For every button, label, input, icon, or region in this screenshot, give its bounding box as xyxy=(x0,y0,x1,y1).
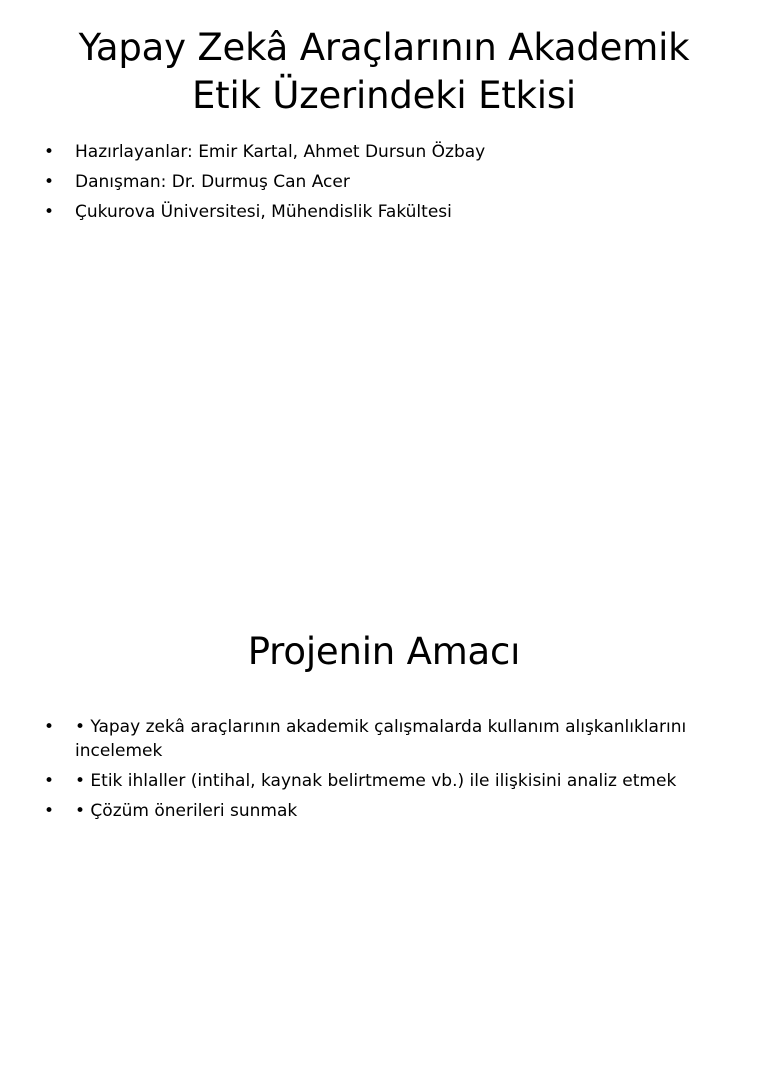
bullet-text: Çukurova Üniversitesi, Mühendislik Fakültesi xyxy=(75,202,452,222)
slide-title xyxy=(40,628,728,676)
bullet-icon: • xyxy=(44,771,55,791)
bullet-icon: • xyxy=(44,717,55,737)
title-line-1: Yapay Zekâ Araçlarının Akademik xyxy=(78,26,690,69)
bullet-list xyxy=(44,715,716,829)
bullet-text: Danışman: Dr. Durmuş Can Acer xyxy=(75,172,350,192)
bullet-icon: • xyxy=(44,202,55,222)
list-item xyxy=(44,799,716,823)
bullet-text: • Yapay zekâ araçlarının akademik çalışmalarda kullanım alışkanlıklarını incelemek xyxy=(75,717,687,761)
bullet-icon: • xyxy=(44,801,55,821)
title-line-2: Etik Üzerindeki Etkisi xyxy=(191,74,577,117)
bullet-list xyxy=(44,140,716,230)
list-item xyxy=(44,715,716,763)
list-item xyxy=(44,769,716,793)
slide-title-slide xyxy=(0,0,768,512)
list-item xyxy=(44,170,716,194)
slide-title xyxy=(40,24,728,120)
bullet-text: Hazırlayanlar: Emir Kartal, Ahmet Dursun Özbay xyxy=(75,142,486,162)
slide-project-goal xyxy=(0,576,768,1088)
bullet-text: • Çözüm önerileri sunmak xyxy=(75,801,298,821)
bullet-icon: • xyxy=(44,142,55,162)
bullet-text: • Etik ihlaller (intihal, kaynak belirtmeme vb.) ile ilişkisini analiz etmek xyxy=(75,771,677,791)
list-item xyxy=(44,200,716,224)
bullet-icon: • xyxy=(44,172,55,192)
title-line-1: Projenin Amacı xyxy=(247,630,521,673)
list-item xyxy=(44,140,716,164)
